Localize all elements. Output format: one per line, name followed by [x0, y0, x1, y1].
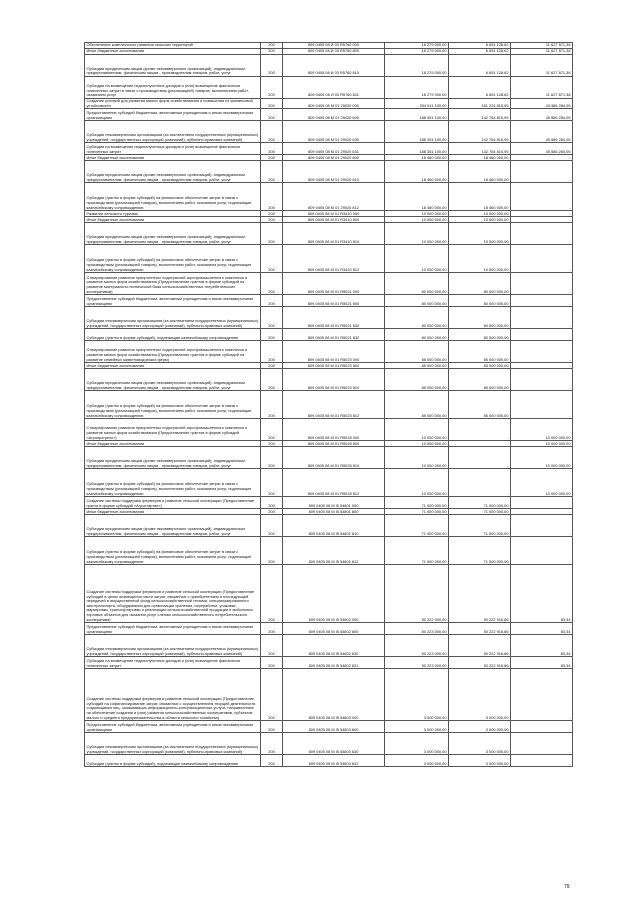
cell-desc: Предоставление субсидий бюджетным, автономным учреждениям и иным некоммерческим организациям: [85, 623, 261, 635]
cell-code: 809 0405 08 М 01 29020 000: [283, 99, 385, 109]
cell-exec: 85 000 000,00: [449, 363, 511, 369]
cell-exec: 6 651 128,62: [449, 49, 511, 55]
cell-exec: -: [449, 447, 511, 469]
cell-desc: Субсидии (гранты в форме субсидий) на финансовое обеспечение затрат в связи с производством (реализацией товаров), выполнением работ, оказанием услуг, подлежащие казначейскому сопровождению: [85, 183, 261, 211]
cell-code: 809 0405 08 М 01 R5023 810: [283, 369, 385, 391]
cell-exec: 10 000 000,00: [449, 223, 511, 245]
cell-exec: 50 222 916,66: [449, 635, 511, 657]
cell-rest: -: [511, 329, 573, 341]
cell-plan: 3 000 000,00: [385, 755, 449, 767]
cell-plan: 10 000 000,00: [385, 441, 449, 447]
cell-exec: 10 000 000,00: [449, 245, 511, 273]
cell-org: 200: [261, 245, 283, 273]
cell-plan: 71 000 000,00: [385, 515, 449, 537]
cell-plan: 18 279 000,00: [385, 55, 449, 77]
cell-plan: 188 351 100,00: [385, 143, 449, 155]
table-row: [85, 447, 573, 469]
cell-desc: Предоставление субсидий бюджетным, автономным учреждениям и иным некоммерческим организациям: [85, 721, 261, 733]
cell-exec: -: [449, 419, 511, 441]
cell-org: 200: [261, 341, 283, 363]
cell-desc: Субсидии на возмещение недополученных доходов и (или) возмещение фактически понесенных затрат: [85, 143, 261, 155]
cell-exec: 85 000 000,00: [449, 391, 511, 419]
cell-desc: Субсидии некоммерческим организациям (за исключением государственных (муниципальных) учреждений, государственных корпораций (компаний), публично-правовых компаний): [85, 307, 261, 329]
cell-org: 200: [261, 109, 283, 121]
cell-rest: -: [511, 223, 573, 245]
cell-code: 809 0405 08 М 01 29020 631: [283, 143, 385, 155]
cell-code: 809 0405 08 М 01 R5028 000: [283, 419, 385, 441]
cell-exec: 3 000 000,00: [449, 721, 511, 733]
cell-rest: -: [511, 341, 573, 363]
cell-exec: 50 222 916,66: [449, 623, 511, 635]
page-number: 79: [564, 884, 570, 890]
cell-desc: Субсидии юридическим лицам (кроме некоммерческих организаций), индивидуальным предпринимателям, физическим лицам - производителям товаров, работ, услуг: [85, 161, 261, 183]
cell-org: 200: [261, 391, 283, 419]
cell-rest: -: [511, 245, 573, 273]
table-row: [85, 497, 573, 509]
table-row: [85, 515, 573, 537]
table-row: [85, 161, 573, 183]
cell-rest: -: [511, 369, 573, 391]
cell-desc: Создание условий для развития малых форм хозяйствования и повышения их финансовой устойчивости: [85, 99, 261, 109]
cell-rest: -: [511, 211, 573, 217]
cell-plan: 3 000 000,00: [385, 721, 449, 733]
cell-code: 809 0405 08 М 01 R5028 800: [283, 441, 385, 447]
cell-org: 200: [261, 99, 283, 109]
cell-rest: -: [511, 497, 573, 509]
cell-code: 809 0405 08 М 01 R5021 600: [283, 295, 385, 307]
cell-code: 809 0405 08 М 01 R5023 800: [283, 363, 385, 369]
cell-code: 809 0405 08 М 01 R3410 812: [283, 245, 385, 273]
cell-plan: 188 351 100,00: [385, 121, 449, 143]
table-row: [85, 143, 573, 155]
table-row: [85, 391, 573, 419]
cell-org: 200: [261, 441, 283, 447]
cell-rest: -: [511, 733, 573, 755]
cell-org: 200: [261, 273, 283, 295]
cell-org: 200: [261, 565, 283, 623]
cell-plan: 10 000 000,00: [385, 419, 449, 441]
cell-plan: 80 000 000,00: [385, 273, 449, 295]
cell-exec: 10 000 000,00: [449, 211, 511, 217]
cell-plan: 80 000 000,00: [385, 307, 449, 329]
table-row: [85, 307, 573, 329]
cell-org: 200: [261, 329, 283, 341]
cell-rest: 10 000 000,00: [511, 447, 573, 469]
cell-rest: 83,34: [511, 623, 573, 635]
table-row: [85, 419, 573, 441]
table-row: [85, 99, 573, 109]
cell-rest: -: [511, 721, 573, 733]
cell-code: 809 0405 08 М I5 54801 812: [283, 537, 385, 565]
cell-exec: 80 000 000,00: [449, 273, 511, 295]
cell-exec: 71 000 000,00: [449, 537, 511, 565]
cell-desc: Субсидии (гранты в форме субсидий) на финансовое обеспечение затрат в связи с производством (реализацией товаров), выполнением работ, оказанием услуг, подлежащие казначейскому сопровождению: [85, 537, 261, 565]
cell-code: 809 0405 08 М 01 R5021 632: [283, 329, 385, 341]
cell-org: 200: [261, 307, 283, 329]
cell-code: 809 0405 08 М 01 R5028 812: [283, 469, 385, 497]
cell-rest: -: [511, 669, 573, 721]
cell-code: 809 0405 08 М 01 29020 630: [283, 121, 385, 143]
cell-org: 200: [261, 217, 283, 223]
cell-rest: 83,34: [511, 565, 573, 623]
cell-rest: -: [511, 391, 573, 419]
cell-org: 200: [261, 623, 283, 635]
cell-exec: 50 222 916,66: [449, 657, 511, 669]
cell-code: 809 0405 08 М I5 54803 600: [283, 721, 385, 733]
table-row: [85, 635, 573, 657]
cell-exec: 3 000 000,00: [449, 755, 511, 767]
cell-code: 809 0405 08 И 03 R5760 810: [283, 55, 385, 77]
cell-exec: 71 000 000,00: [449, 509, 511, 515]
cell-desc: Иные бюджетные ассигнования: [85, 441, 261, 447]
cell-desc: Субсидии некоммерческим организациям (за исключением государственных (муниципальных) учреждений, государственных корпораций (компаний), публично-правовых компаний): [85, 635, 261, 657]
table-row: [85, 109, 573, 121]
cell-exec: 50 222 916,66: [449, 565, 511, 623]
cell-org: 200: [261, 733, 283, 755]
cell-plan: 10 000 000,00: [385, 217, 449, 223]
table-row: [85, 755, 573, 767]
cell-org: 200: [261, 419, 283, 441]
cell-code: 809 0405 08 М 01 29020 812: [283, 183, 385, 211]
cell-code: 809 0405 08 М 01 R3410 000: [283, 211, 385, 217]
table-row: [85, 537, 573, 565]
cell-desc: Создание системы поддержки фермеров и развитие сельской кооперации (Предоставление субсидий в целях возмещения части затрат, связанных с приобретением и последующей передачей в имущественный фонд сельскохозяйственной техники, специализированного автотранспорта, оборудования для организации хранения, переработки, упаковки, маркировки, транспортировки и реализации сельскохозяйственной продукции и мобильных торговых объектов для оказания услуг членам сельскохозяйственного потребительского кооператива): [85, 565, 261, 623]
cell-org: 200: [261, 755, 283, 767]
cell-desc: Субсидии юридическим лицам (кроме некоммерческих организаций), индивидуальным предпринимателям, физическим лицам - производителям товаров, работ, услуг: [85, 369, 261, 391]
table-row: [85, 329, 573, 341]
cell-org: 200: [261, 295, 283, 307]
cell-plan: 18 460 000,00: [385, 183, 449, 211]
cell-code: 809 0405 08 М 01 R5028 810: [283, 447, 385, 469]
cell-org: 200: [261, 635, 283, 657]
cell-rest: 43 386 284,05: [511, 99, 573, 109]
cell-code: 809 0405 08 М I5 54802 000: [283, 565, 385, 623]
table-row: [85, 295, 573, 307]
cell-org: 200: [261, 721, 283, 733]
cell-plan: 80 000 000,00: [385, 329, 449, 341]
cell-plan: 50 223 000,00: [385, 623, 449, 635]
cell-plan: 80 000 000,00: [385, 295, 449, 307]
cell-desc: Субсидии некоммерческим организациям (за исключением государственных (муниципальных) учреждений, государственных корпораций (компаний), публично-правовых компаний): [85, 121, 261, 143]
cell-code: 809 0405 08 М I5 54802 631: [283, 657, 385, 669]
cell-code: 809 0405 08 И 03 R5760 000: [283, 43, 385, 49]
table-row: [85, 733, 573, 755]
cell-plan: 204 611 100,00: [385, 99, 449, 109]
cell-rest: -: [511, 273, 573, 295]
table-row: [85, 223, 573, 245]
table-row: [85, 183, 573, 211]
cell-plan: 10 000 000,00: [385, 223, 449, 245]
cell-rest: -: [511, 217, 573, 223]
cell-plan: 3 000 000,00: [385, 669, 449, 721]
cell-rest: -: [511, 509, 573, 515]
cell-desc: Обеспечение комплексного развития сельских территорий: [85, 43, 261, 49]
cell-rest: 11 627 871,38: [511, 55, 573, 77]
cell-rest: 83,34: [511, 635, 573, 657]
cell-rest: 45 586 284,05: [511, 109, 573, 121]
cell-org: 200: [261, 669, 283, 721]
table-row: [85, 469, 573, 497]
cell-plan: 188 351 100,00: [385, 109, 449, 121]
cell-exec: 161 224 815,95: [449, 99, 511, 109]
cell-exec: 18 460 000,00: [449, 183, 511, 211]
cell-exec: 142 764 815,95: [449, 143, 511, 155]
cell-org: 200: [261, 211, 283, 217]
table-row: [85, 565, 573, 623]
table-row: [85, 43, 573, 49]
cell-code: 809 0405 08 М I5 54802 630: [283, 635, 385, 657]
cell-code: 809 0405 08 И 03 R5760 811: [283, 77, 385, 99]
cell-plan: 50 222 000,00: [385, 565, 449, 623]
cell-code: 809 0405 08 М 01 29020 800: [283, 155, 385, 161]
table-row: [85, 55, 573, 77]
cell-exec: 6 651 128,62: [449, 77, 511, 99]
cell-code: 809 0405 08 М I5 54801 810: [283, 515, 385, 537]
cell-desc: Субсидии юридическим лицам (кроме некоммерческих организаций), индивидуальным предпринимателям, физическим лицам - производителям товаров, работ, услуг: [85, 223, 261, 245]
cell-rest: -: [511, 307, 573, 329]
cell-org: 200: [261, 49, 283, 55]
cell-plan: 85 000 000,00: [385, 341, 449, 363]
cell-rest: 11 627 871,38: [511, 77, 573, 99]
cell-rest: -: [511, 515, 573, 537]
cell-desc: Субсидии (гранты в форме субсидий), подлежащие казначейскому сопровождению: [85, 329, 261, 341]
cell-org: 200: [261, 55, 283, 77]
cell-org: 200: [261, 497, 283, 509]
cell-desc: Иные бюджетные ассигнования: [85, 363, 261, 369]
cell-plan: 85 000 000,00: [385, 363, 449, 369]
cell-desc: Субсидии (гранты в форме субсидий) на финансовое обеспечение затрат в связи с производством (реализацией товаров), выполнением работ, оказанием услуг, подлежащие казначейскому сопровождению: [85, 391, 261, 419]
cell-exec: -: [449, 441, 511, 447]
cell-rest: -: [511, 183, 573, 211]
table-row: [85, 657, 573, 669]
cell-rest: -: [511, 161, 573, 183]
budget-table-body: [85, 43, 573, 767]
cell-plan: 50 223 000,00: [385, 635, 449, 657]
cell-rest: 11 627 871,38: [511, 49, 573, 55]
cell-desc: Субсидии (гранты в форме субсидий), подлежащие казначейскому сопровождению: [85, 755, 261, 767]
cell-code: 809 0405 08 М I5 54803 632: [283, 755, 385, 767]
cell-exec: 6 651 128,62: [449, 55, 511, 77]
cell-desc: Иные бюджетные ассигнования: [85, 49, 261, 55]
cell-rest: 10 000 000,00: [511, 469, 573, 497]
table-row: [85, 77, 573, 99]
cell-org: 200: [261, 363, 283, 369]
cell-code: 809 0405 08 М 01 R3410 800: [283, 217, 385, 223]
cell-code: 809 0405 08 М 01 29020 810: [283, 161, 385, 183]
cell-exec: 18 460 000,00: [449, 155, 511, 161]
cell-plan: 18 279 000,00: [385, 49, 449, 55]
cell-desc: Субсидии юридическим лицам (кроме некоммерческих организаций), индивидуальным предпринимателям, физическим лицам - производителям товаров, работ, услуг: [85, 515, 261, 537]
cell-plan: 18 279 000,00: [385, 77, 449, 99]
cell-plan: 10 000 000,00: [385, 245, 449, 273]
cell-rest: -: [511, 295, 573, 307]
cell-exec: 71 000 000,00: [449, 515, 511, 537]
cell-org: 200: [261, 155, 283, 161]
cell-rest: 10 000 000,00: [511, 441, 573, 447]
cell-desc: Иные бюджетные ассигнования: [85, 217, 261, 223]
cell-desc: Субсидии (гранты в форме субсидий) на финансовое обеспечение затрат в связи с производством (реализацией товаров), выполнением работ, оказанием услуг, подлежащие казначейскому сопровождению: [85, 469, 261, 497]
budget-table: [84, 42, 573, 767]
cell-org: 200: [261, 223, 283, 245]
table-row: [85, 121, 573, 143]
cell-code: 809 0405 08 М 01 R3410 810: [283, 223, 385, 245]
cell-plan: 71 000 000,00: [385, 537, 449, 565]
cell-plan: 18 460 000,00: [385, 155, 449, 161]
budget-table-sheet: [84, 42, 572, 863]
cell-desc: Создание системы поддержки фермеров и развитие сельской кооперации (Предоставление гранта в форме субсидий «Агростартап»): [85, 497, 261, 509]
cell-org: 200: [261, 121, 283, 143]
cell-code: 809 0405 08 М I5 54802 600: [283, 623, 385, 635]
cell-exec: 80 000 000,00: [449, 295, 511, 307]
cell-exec: 80 000 000,00: [449, 307, 511, 329]
cell-desc: Предоставление субсидий бюджетным, автономным учреждениям и иным некоммерческим организациям: [85, 109, 261, 121]
cell-rest: -: [511, 155, 573, 161]
cell-plan: 71 000 000,00: [385, 509, 449, 515]
cell-rest: 45 586 284,05: [511, 121, 573, 143]
cell-desc: Субсидии некоммерческим организациям (за исключением государственных (муниципальных) учреждений, государственных корпораций (компаний), публично-правовых компаний): [85, 733, 261, 755]
cell-org: 200: [261, 369, 283, 391]
cell-org: 200: [261, 77, 283, 99]
cell-exec: 85 000 000,00: [449, 369, 511, 391]
cell-code: 809 0405 08 М I5 54801 000: [283, 497, 385, 509]
cell-exec: -: [449, 469, 511, 497]
cell-desc: Стимулирование развития приоритетных подотраслей агропромышленного комплекса и развитие малых форм хозяйствования (Предоставление грантов в форме субсидий на развитие материально-технической базы сельскохозяйственных потребительских кооперативов): [85, 273, 261, 295]
cell-org: 200: [261, 143, 283, 155]
cell-code: 809 0405 08 М I5 54801 800: [283, 509, 385, 515]
table-row: [85, 669, 573, 721]
cell-org: 200: [261, 657, 283, 669]
cell-desc: Субсидии на возмещение недополученных доходов и (или) возмещение фактически понесенных затрат: [85, 657, 261, 669]
cell-code: 809 0405 08 М I5 54803 630: [283, 733, 385, 755]
cell-exec: 6 651 128,62: [449, 43, 511, 49]
cell-org: 200: [261, 509, 283, 515]
cell-exec: 3 000 000,00: [449, 733, 511, 755]
cell-exec: 18 460 000,00: [449, 161, 511, 183]
cell-plan: 10 000 000,00: [385, 211, 449, 217]
cell-rest: -: [511, 363, 573, 369]
cell-exec: 71 000 000,00: [449, 497, 511, 509]
cell-plan: 85 000 000,00: [385, 369, 449, 391]
cell-plan: 10 000 000,00: [385, 447, 449, 469]
table-row: [85, 341, 573, 363]
cell-rest: 10 000 000,00: [511, 419, 573, 441]
cell-org: 200: [261, 183, 283, 211]
cell-desc: Иные бюджетные ассигнования: [85, 155, 261, 161]
cell-desc: Развитие сельского туризма: [85, 211, 261, 217]
cell-rest: -: [511, 537, 573, 565]
cell-rest: 83,34: [511, 657, 573, 669]
cell-plan: 18 279 000,00: [385, 43, 449, 49]
table-row: [85, 245, 573, 273]
cell-code: 809 0405 08 И 03 R5760 800: [283, 49, 385, 55]
cell-code: 809 0405 08 М 01 R5023 812: [283, 391, 385, 419]
cell-code: 809 0405 08 М 01 R5023 000: [283, 341, 385, 363]
cell-code: 809 0405 08 М I5 54803 000: [283, 669, 385, 721]
cell-exec: 3 000 000,00: [449, 669, 511, 721]
cell-desc: Создание системы поддержки фермеров и развитие сельской кооперации (Предоставление субсидий на софинансирование затрат, связанных с осуществлением текущей деятельности, создающимся лиц, оказывающих информационно-консультационные услуги, направленные на обеспечение создания и (или) развития сельскохозяйственных кооперативов, субъектов малого и среднего предпринимательства в области сельского хозяйства): [85, 669, 261, 721]
cell-plan: 10 000 000,00: [385, 469, 449, 497]
cell-desc: Предоставление субсидий бюджетным, автономным учреждениям и иным некоммерческим организациям: [85, 295, 261, 307]
cell-code: 809 0405 08 М 01 29020 600: [283, 109, 385, 121]
cell-org: 200: [261, 537, 283, 565]
cell-exec: 85 000 000,00: [449, 341, 511, 363]
cell-plan: 85 000 000,00: [385, 391, 449, 419]
cell-plan: 50 223 000,00: [385, 657, 449, 669]
cell-code: 809 0405 08 М 01 R5021 630: [283, 307, 385, 329]
table-row: [85, 369, 573, 391]
cell-desc: Иные бюджетные ассигнования: [85, 509, 261, 515]
cell-plan: 71 000 000,00: [385, 497, 449, 509]
cell-org: 200: [261, 469, 283, 497]
cell-exec: 80 000 000,00: [449, 329, 511, 341]
cell-code: 809 0405 08 М 01 R5021 000: [283, 273, 385, 295]
cell-rest: 11 627 871,38: [511, 43, 573, 49]
table-row: [85, 623, 573, 635]
table-row: [85, 273, 573, 295]
cell-desc: Субсидии юридическим лицам (кроме некоммерческих организаций), индивидуальным предпринимателям, физическим лицам - производителям товаров, работ, услуг: [85, 447, 261, 469]
cell-org: 200: [261, 161, 283, 183]
cell-org: 200: [261, 447, 283, 469]
table-row: [85, 721, 573, 733]
cell-desc: Субсидии (гранты в форме субсидий) на финансовое обеспечение затрат в связи с производством (реализацией товаров), выполнением работ, оказанием услуг, подлежащие казначейскому сопровождению: [85, 245, 261, 273]
cell-desc: Стимулирование развития приоритетных подотраслей агропромышленного комплекса и развитие малых форм хозяйствования (Предоставление грантов в форме субсидий на развитие семейных животноводческих ферм): [85, 341, 261, 363]
cell-org: 200: [261, 43, 283, 49]
cell-plan: 3 000 000,00: [385, 733, 449, 755]
cell-desc: Субсидии на возмещение недополученных доходов и (или) возмещение фактически понесенных затрат в связи с производством (реализацией) товаров, выполнением работ, оказанием услуг: [85, 77, 261, 99]
cell-desc: Стимулирование развития приоритетных подотраслей агропромышленного комплекса и развитие малых форм хозяйствования (Предоставление грантов в форме субсидий «Агропрогресс»): [85, 419, 261, 441]
cell-rest: 45 586 284,05: [511, 143, 573, 155]
cell-exec: 142 764 815,95: [449, 109, 511, 121]
cell-org: 200: [261, 515, 283, 537]
cell-plan: 18 460 000,00: [385, 161, 449, 183]
cell-desc: Субсидии юридическим лицам (кроме некоммерческих организаций), индивидуальным предпринимателям, физическим лицам - производителям товаров, работ, услуг: [85, 55, 261, 77]
cell-exec: 10 000 000,00: [449, 217, 511, 223]
cell-exec: 142 764 815,95: [449, 121, 511, 143]
cell-rest: -: [511, 755, 573, 767]
